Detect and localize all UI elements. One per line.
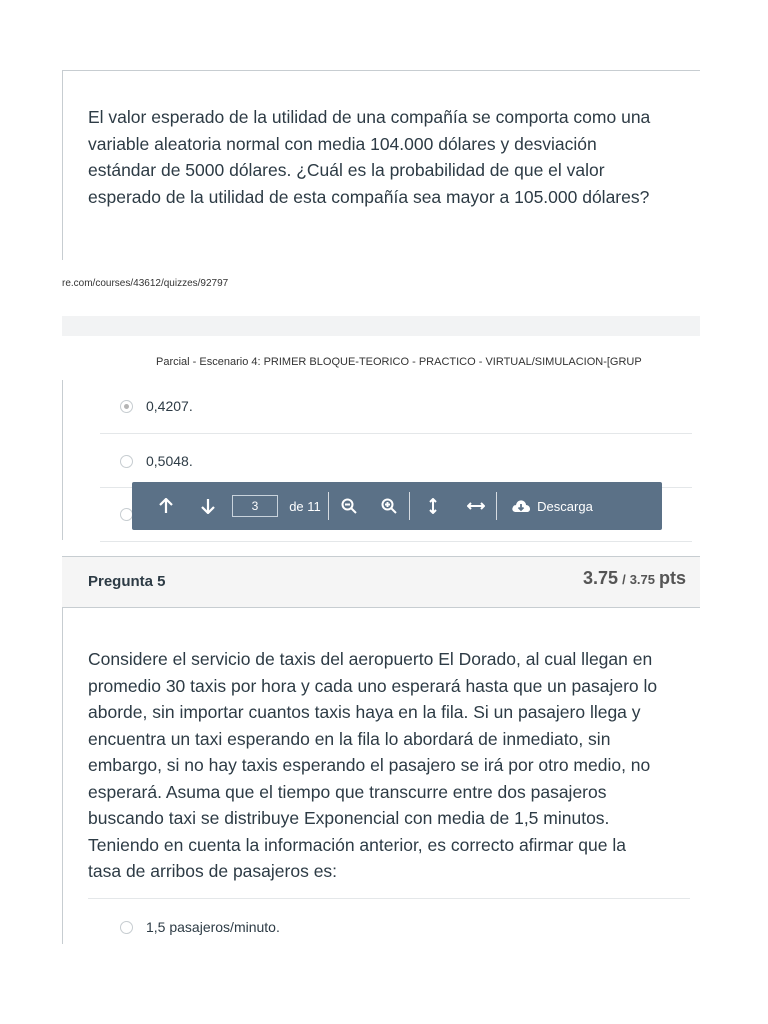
radio[interactable] (120, 455, 133, 468)
arrow-down-icon (201, 498, 215, 514)
cloud-download-icon (511, 499, 531, 513)
fit-width-button[interactable] (456, 482, 496, 530)
question-line: esperado de la utilidad de esta compañía sea mayor a 105.000 dólares? (88, 186, 650, 207)
zoom-in-icon (381, 498, 397, 514)
answer-divider (100, 433, 692, 434)
question-line: tasa de arribos de pasajeros es: (88, 861, 338, 881)
vertical-arrows-icon (428, 498, 438, 514)
toolbar-divider (496, 492, 497, 520)
question-line: Considere el servicio de taxis del aeropuerto El Dorado, al cual llegan en (88, 649, 653, 669)
toolbar-divider (409, 492, 410, 520)
score-separator: / (622, 572, 626, 587)
answer-divider (88, 898, 690, 899)
question-line: encuentra un taxi esperando en la fila lo abordará de inmediato, sin (88, 728, 611, 749)
question-5-score (583, 568, 686, 589)
horizontal-arrows-icon (467, 501, 485, 511)
top-panel-left-border (62, 70, 63, 260)
answer-divider (100, 541, 692, 542)
max-score: 3.75 (629, 572, 655, 587)
answers-left-border (62, 380, 63, 540)
points-label: pts (659, 568, 686, 588)
top-panel-border (62, 70, 700, 71)
answer-option[interactable] (120, 919, 280, 935)
score-value: 3.75 (583, 568, 619, 588)
question-line: El valor esperado de la utilidad de una compañía se comporta como una (88, 107, 651, 127)
question-line: esperará. Asuma que el tiempo que transcurre entre dos pasajeros (88, 781, 607, 802)
question-line: embargo, si no hay taxis esperando el pasajero se irá por otro medio, no (88, 755, 651, 775)
answer-option[interactable] (120, 398, 193, 414)
question-line: promedio 30 taxis por hora y cada uno esperará hasta que un pasajero lo (88, 675, 658, 696)
page-header: Parcial - Escenario 4: PRIMER BLOQUE-TEORICO - PRACTICO - VIRTUAL/SIMULACION-[GRUP (156, 356, 642, 368)
page-number-input[interactable]: 3 (232, 495, 278, 517)
zoom-out-button[interactable] (329, 482, 369, 530)
question-line: Teniendo en cuenta la información anterior, es correcto afirmar que la (88, 834, 626, 855)
page-number-wrap (228, 482, 282, 530)
zoom-out-icon (341, 498, 357, 514)
arrow-up-icon (159, 498, 173, 514)
answer-option[interactable] (120, 453, 193, 469)
radio-selected[interactable] (120, 400, 133, 413)
question-line: variable aleatoria normal con media 104.000 dólares y desviación (88, 133, 597, 154)
radio[interactable] (120, 921, 133, 934)
question-5-left-border (62, 608, 63, 944)
answer-label: 0,5048. (146, 453, 193, 469)
question-line: aborde, sin importar cuantos taxis haya en la fila. Si un pasajero llega y (88, 702, 641, 722)
page-total: de 11 (289, 498, 321, 514)
page-break-bar (62, 316, 700, 336)
question-5-title: Pregunta 5 (88, 573, 166, 590)
page-url: re.com/courses/43612/quizzes/92797 (62, 278, 229, 289)
download-label: Descarga (537, 498, 593, 514)
download-button[interactable] (497, 482, 607, 530)
toolbar-divider (328, 492, 329, 520)
answer-label: 0,4207. (146, 398, 193, 414)
question-line: buscando taxi se distribuye Exponencial con media de 1,5 minutos. (88, 808, 610, 828)
next-page-button[interactable] (188, 482, 228, 530)
zoom-in-button[interactable] (369, 482, 409, 530)
question-4-text (88, 104, 698, 210)
pdf-viewer-toolbar (132, 482, 662, 530)
question-line: estándar de 5000 dólares. ¿Cuál es la probabilidad de que el valor (88, 160, 605, 180)
answer-label: 1,5 pasajeros/minuto. (146, 919, 280, 935)
previous-page-button[interactable] (144, 482, 188, 530)
question-5-text (88, 646, 698, 885)
fit-height-button[interactable] (410, 482, 456, 530)
